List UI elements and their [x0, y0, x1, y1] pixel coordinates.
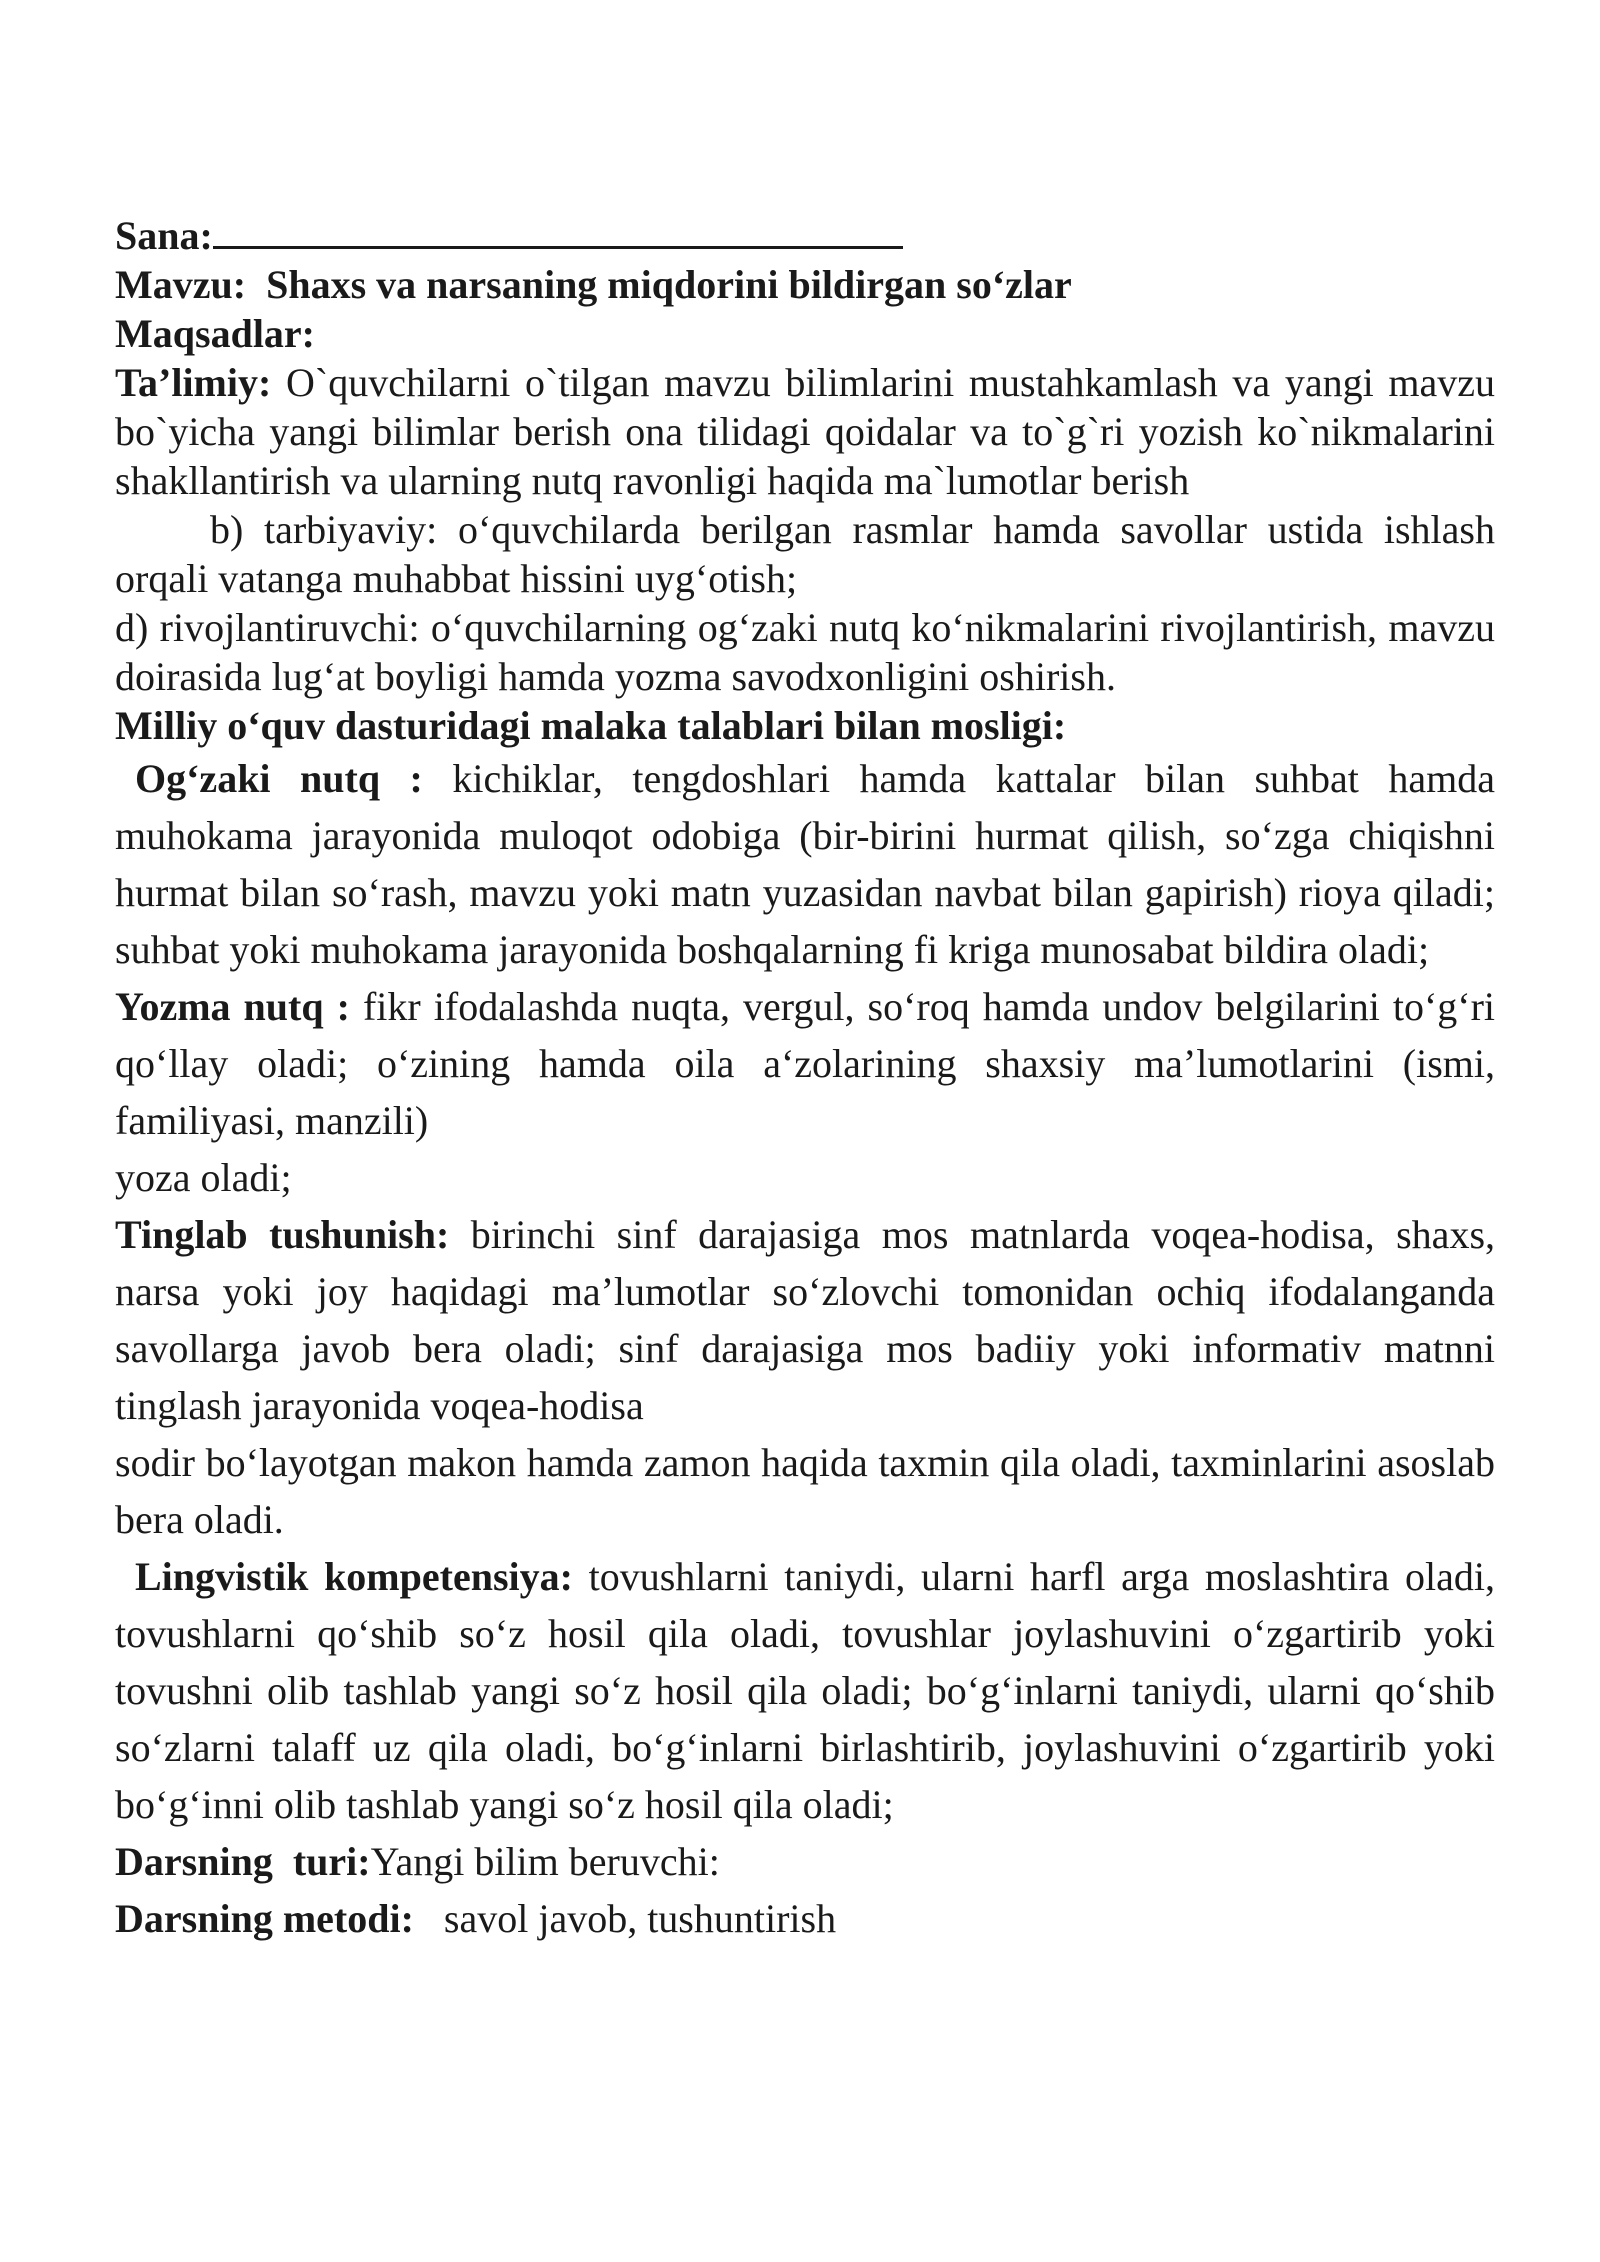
talimiy-paragraph — [115, 358, 1495, 505]
ogzaki-text: kichiklar, tengdoshlari hamda kattalar bilan suhbat hamda muhokama jarayonida muloqot odobiga (bir-birini hurmat qilish, so‘zga chiqishni hurmat bilan so‘rash, mavzu yoki matn yuzasidan navbat bilan gapirish) rioya qiladi; suhbat yoki muhokama jarayonida boshqalarning fi kriga munosabat bildira oladi; — [115, 756, 1495, 972]
mavzu-text: Shaxs va narsaning miqdorini bildirgan so‘zlar — [266, 262, 1072, 307]
talimiy-label: Ta’limiy: — [115, 360, 272, 405]
yozma-paragraph — [115, 978, 1495, 1149]
darsning-turi-text: Yangi bilim beruvchi: — [370, 1839, 720, 1884]
yozma-paragraph-continued: yoza oladi; — [115, 1155, 292, 1200]
rivojlantiruvchi-paragraph: d) rivojlantiruvchi: o‘quvchilarning og‘zaki nutq ko‘nikmalarini rivojlantirish, mavzu doirasida lug‘at boyligi hamda yozma savodxonligini oshirish. — [115, 605, 1495, 699]
sana-blank-field[interactable] — [213, 210, 903, 249]
tarbiyaviy-paragraph: b) tarbiyaviy: o‘quvchilarda berilgan rasmlar hamda savollar ustida ishlash orqali vatanga muhabbat hissini uyg‘otish; — [115, 507, 1495, 601]
ogzaki-label: Og‘zaki nutq : — [135, 756, 423, 801]
lingvistik-paragraph — [115, 1548, 1495, 1833]
sana-line — [115, 210, 1495, 260]
darsning-metodi-label: Darsning metodi: — [115, 1896, 414, 1941]
talimiy-text: O`quvchilarni o`tilgan mavzu bilimlarini mustahkamlash va yangi mavzu bo`yicha yangi bilimlar berish ona tilidagi qoidalar va to`g`ri yozish ko`nikmalarini shakllantirish va ularning nutq ravonligi haqida ma`lumotlar berish — [115, 360, 1495, 503]
mavzu-line — [115, 260, 1495, 309]
darsning-metodi-line — [115, 1890, 1495, 1947]
maqsadlar-heading: Maqsadlar: — [115, 311, 315, 356]
header-section — [115, 210, 1495, 358]
lingvistik-label: Lingvistik kompetensiya: — [135, 1554, 573, 1599]
yozma-text: fikr ifodalashda nuqta, vergul, so‘roq hamda undov belgilarini to‘g‘ri qo‘llay oladi; o‘zining hamda oila a‘zolarining shaxsiy ma’lumotlarini (ismi, familiyasi, manzili) — [115, 984, 1496, 1143]
sana-label: Sana: — [115, 213, 213, 258]
tinglab-text: birinchi sinf darajasiga mos matnlarda voqea-hodisa, shaxs, narsa yoki joy haqidagi ma’lumotlar so‘zlovchi tomonidan ochiq ifodalanganda savollarga javob bera oladi; sinf darajasiga mos badiiy yoki informativ matnni tinglash jarayonida voqea-hodisa — [115, 1212, 1496, 1428]
mavzu-label: Mavzu: — [115, 262, 247, 307]
ogzaki-paragraph — [115, 750, 1495, 978]
milliy-section — [115, 750, 1495, 1947]
tinglab-label: Tinglab tushunish: — [115, 1212, 450, 1257]
yozma-label: Yozma nutq : — [115, 984, 350, 1029]
goals-section — [115, 358, 1495, 750]
darsning-metodi-text: savol javob, tushuntirish — [443, 1896, 837, 1941]
darsning-turi-line — [115, 1833, 1495, 1890]
tinglab-paragraph-continued: sodir bo‘layotgan makon hamda zamon haqida taxmin qila oladi, taxminlarini asoslab bera oladi. — [115, 1440, 1495, 1542]
lingvistik-text: tovushlarni taniydi, ularni harfl arga moslashtira oladi, tovushlarni qo‘shib so‘z hosil qila oladi, tovushlar joylashuvini o‘zgartirib yoki tovushni olib tashlab yangi so‘z hosil qila oladi; bo‘g‘inlarni taniydi, ularni qo‘shib so‘zlarni talaff uz qila oladi, bo‘g‘inlarni birlashtirib, joylashuvini o‘zgartirib yoki bo‘g‘inni olib tashlab yangi so‘z hosil qila oladi; — [115, 1554, 1495, 1827]
lesson-plan-page — [115, 210, 1495, 1947]
darsning-turi-label: Darsning turi: — [115, 1839, 371, 1884]
tinglab-paragraph — [115, 1206, 1495, 1434]
milliy-heading: Milliy o‘quv dasturidagi malaka talablari bilan mosligi: — [115, 703, 1067, 748]
